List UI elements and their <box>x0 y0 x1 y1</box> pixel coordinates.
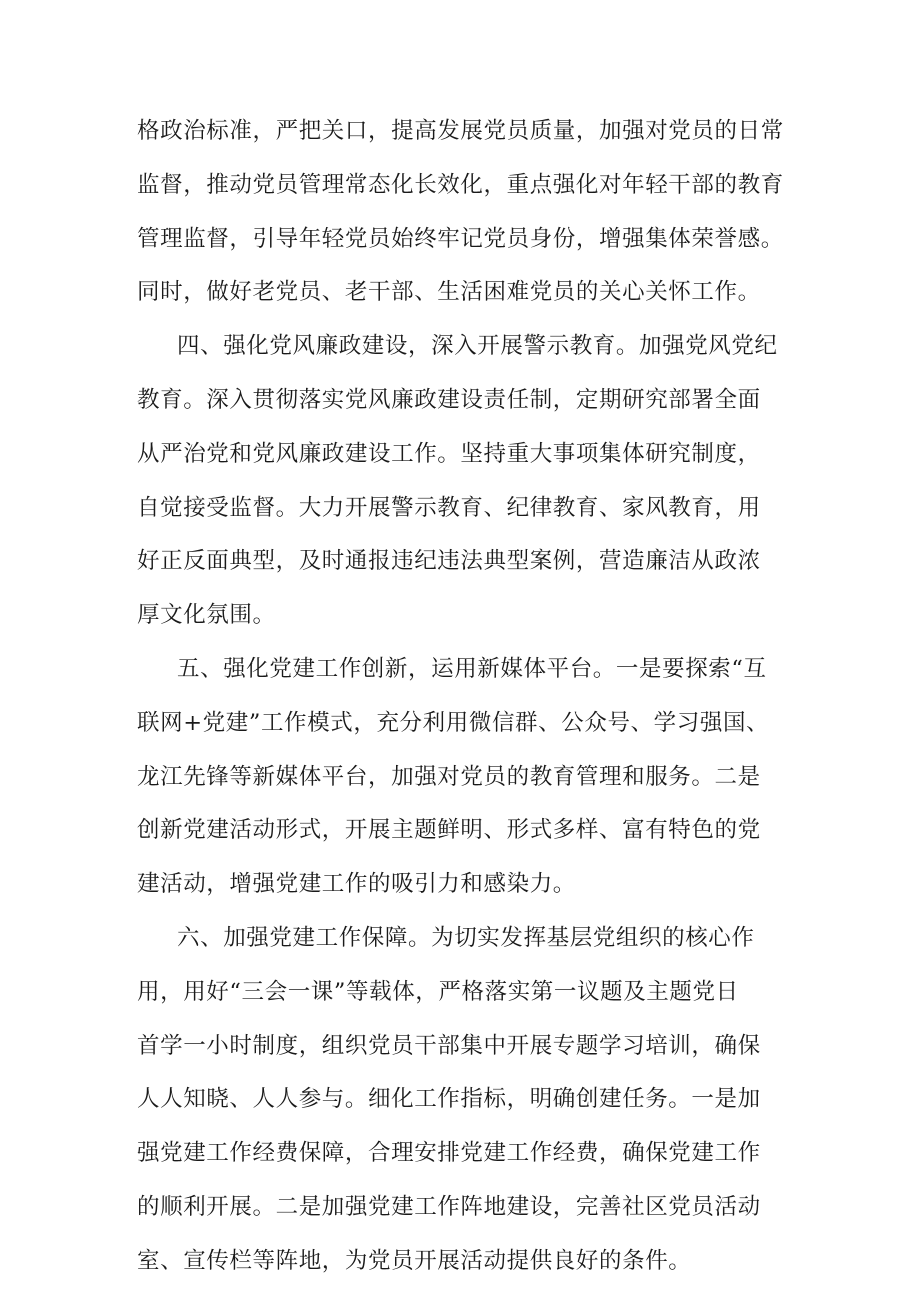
text-line: 同时，做好老党员、老干部、生活困难党员的关心关怀工作。 <box>137 279 761 306</box>
text-line: 首学一小时制度，组织党员干部集中开展专题学习培训，确保 <box>137 1032 761 1059</box>
text-line: 好正反面典型，及时通报违纪违法典型案例，营造廉洁从政浓 <box>137 548 761 575</box>
text-line: 厚文化氛围。 <box>137 602 276 629</box>
paragraph-heading-6: 六、加强党建工作保障。为切实发挥基层党组织的核心作 <box>177 924 755 951</box>
text-line: 创新党建活动形式，开展主题鲜明、形式多样、富有特色的党 <box>137 817 761 844</box>
text-line: 强党建工作经费保障，合理安排党建工作经费，确保党建工作 <box>137 1140 761 1167</box>
text-line: 自觉接受监督。大力开展警示教育、纪律教育、家风教育，用 <box>137 494 761 521</box>
text-line: 室、宣传栏等阵地，为党员开展活动提供良好的条件。 <box>137 1247 692 1274</box>
text-line: 龙江先锋等新媒体平台，加强对党员的教育管理和服务。二是 <box>137 763 761 790</box>
text-line: 监督，推动党员管理常态化长效化，重点强化对年轻干部的教育 <box>137 171 784 198</box>
paragraph-heading-5: 五、强化党建工作创新，运用新媒体平台。一是要探索“互 <box>177 655 767 682</box>
text-line: 人人知晓、人人参与。细化工作指标，明确创建任务。一是加 <box>137 1086 761 1113</box>
text-line: 格政治标准，严把关口，提高发展党员质量，加强对党员的日常 <box>137 118 784 144</box>
text-line: 建活动，增强党建工作的吸引力和感染力。 <box>137 871 576 898</box>
text-line: 联网+党建”工作模式，充分利用微信群、公众号、学习强国、 <box>137 709 770 736</box>
text-line: 管理监督，引导年轻党员始终牢记党员身份，增强集体荣誉感。 <box>137 225 784 252</box>
text-line: 从严治党和党风廉政建设工作。坚持重大事项集体研究制度， <box>137 440 761 467</box>
paragraph-heading-4: 四、强化党风廉政建设，深入开展警示教育。加强党风党纪 <box>177 333 778 360</box>
text-line: 的顺利开展。二是加强党建工作阵地建设，完善社区党员活动 <box>137 1193 761 1220</box>
text-line: 用，用好“三会一课”等载体，严格落实第一议题及主题党日 <box>137 978 739 1005</box>
text-line: 教育。深入贯彻落实党风廉政建设责任制，定期研究部署全面 <box>137 386 761 413</box>
document-body <box>0 105 920 1289</box>
